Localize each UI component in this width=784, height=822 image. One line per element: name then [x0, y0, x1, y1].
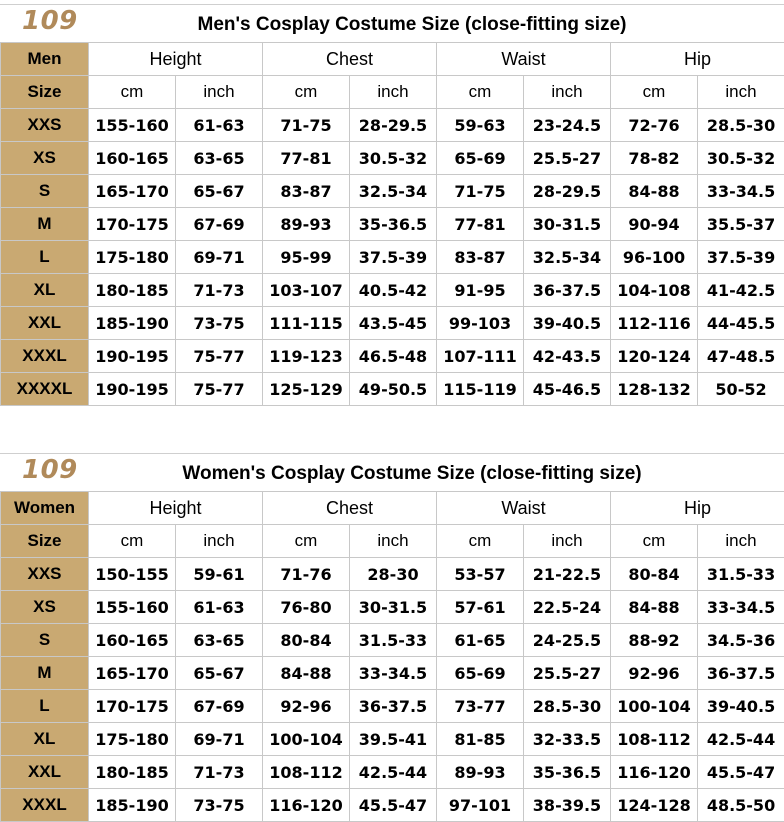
unit-header: cm [611, 76, 698, 109]
measure-cell: 65-67 [176, 175, 263, 208]
measure-cell: 42.5-44 [698, 723, 784, 756]
measure-cell: 100-104 [611, 690, 698, 723]
measure-cell: 63-65 [176, 142, 263, 175]
measure-cell: 45.5-47 [350, 789, 437, 822]
measure-cell: 44-45.5 [698, 307, 784, 340]
measure-cell: 67-69 [176, 690, 263, 723]
measure-cell: 71-75 [263, 109, 350, 142]
measure-cell: 190-195 [89, 373, 176, 406]
measure-cell: 180-185 [89, 756, 176, 789]
table-row [1, 373, 784, 406]
unit-header: cm [89, 525, 176, 558]
measure-cell: 108-112 [611, 723, 698, 756]
measure-cell: 90-94 [611, 208, 698, 241]
measure-cell: 65-69 [437, 657, 524, 690]
size-cell: S [1, 624, 89, 657]
measure-cell: 73-75 [176, 789, 263, 822]
table-row [1, 624, 784, 657]
measure-cell: 42-43.5 [524, 340, 611, 373]
measure-cell: 50-52 [698, 373, 784, 406]
measure-cell: 67-69 [176, 208, 263, 241]
measure-cell: 43.5-45 [350, 307, 437, 340]
size-cell: XXL [1, 307, 89, 340]
measure-cell: 112-116 [611, 307, 698, 340]
measure-cell: 59-63 [437, 109, 524, 142]
measure-cell: 35-36.5 [524, 756, 611, 789]
measure-cell: 65-67 [176, 657, 263, 690]
measure-cell: 32.5-34 [524, 241, 611, 274]
measure-cell: 77-81 [263, 142, 350, 175]
measure-cell: 33-34.5 [698, 175, 784, 208]
size-table [0, 491, 784, 822]
measure-cell: 155-160 [89, 109, 176, 142]
unit-header: inch [350, 76, 437, 109]
measure-cell: 107-111 [437, 340, 524, 373]
unit-header: inch [524, 525, 611, 558]
unit-header: inch [698, 525, 784, 558]
measure-cell: 108-112 [263, 756, 350, 789]
measure-cell: 38-39.5 [524, 789, 611, 822]
measure-cell: 61-63 [176, 591, 263, 624]
measure-cell: 63-65 [176, 624, 263, 657]
measure-cell: 100-104 [263, 723, 350, 756]
chart-title: Women's Cosplay Costume Size (close-fitting size) [182, 463, 642, 484]
measure-cell: 36-37.5 [698, 657, 784, 690]
size-cell: L [1, 241, 89, 274]
size-cell: XXXL [1, 340, 89, 373]
table-row [1, 690, 784, 723]
measure-cell: 119-123 [263, 340, 350, 373]
measure-cell: 170-175 [89, 208, 176, 241]
measure-cell: 53-57 [437, 558, 524, 591]
measure-cell: 37.5-39 [698, 241, 784, 274]
measure-cell: 84-88 [611, 591, 698, 624]
measure-cell: 35.5-37 [698, 208, 784, 241]
size-cell: XL [1, 274, 89, 307]
women-size-chart [0, 453, 784, 822]
size-label: Size [1, 76, 89, 109]
measure-group-header: Waist [437, 492, 611, 525]
table-row [1, 208, 784, 241]
measure-cell: 34.5-36 [698, 624, 784, 657]
measure-cell: 83-87 [263, 175, 350, 208]
brand-logo: 109 [22, 6, 78, 36]
unit-header: cm [263, 525, 350, 558]
size-table [0, 42, 784, 406]
measure-cell: 36-37.5 [524, 274, 611, 307]
chart-title-bar [0, 453, 784, 491]
table-row [1, 789, 784, 822]
men-size-chart [0, 4, 784, 406]
gender-label: Women [1, 492, 89, 525]
measure-cell: 23-24.5 [524, 109, 611, 142]
measure-cell: 24-25.5 [524, 624, 611, 657]
measure-cell: 57-61 [437, 591, 524, 624]
table-row [1, 142, 784, 175]
unit-header: cm [437, 76, 524, 109]
measure-cell: 75-77 [176, 373, 263, 406]
measure-cell: 116-120 [263, 789, 350, 822]
measure-cell: 80-84 [263, 624, 350, 657]
measure-cell: 30.5-32 [698, 142, 784, 175]
measure-cell: 59-61 [176, 558, 263, 591]
measure-cell: 128-132 [611, 373, 698, 406]
unit-row [1, 76, 784, 109]
measure-cell: 28-29.5 [524, 175, 611, 208]
unit-header: inch [350, 525, 437, 558]
measure-cell: 81-85 [437, 723, 524, 756]
header-row [1, 492, 784, 525]
size-cell: XXXXL [1, 373, 89, 406]
measure-cell: 49-50.5 [350, 373, 437, 406]
measure-cell: 32.5-34 [350, 175, 437, 208]
measure-cell: 65-69 [437, 142, 524, 175]
measure-cell: 84-88 [611, 175, 698, 208]
measure-cell: 125-129 [263, 373, 350, 406]
measure-cell: 28-29.5 [350, 109, 437, 142]
measure-cell: 97-101 [437, 789, 524, 822]
measure-cell: 89-93 [263, 208, 350, 241]
measure-cell: 111-115 [263, 307, 350, 340]
measure-cell: 28.5-30 [524, 690, 611, 723]
measure-cell: 71-75 [437, 175, 524, 208]
measure-cell: 30-31.5 [524, 208, 611, 241]
measure-cell: 96-100 [611, 241, 698, 274]
table-row [1, 340, 784, 373]
measure-cell: 71-76 [263, 558, 350, 591]
measure-cell: 160-165 [89, 142, 176, 175]
measure-cell: 37.5-39 [350, 241, 437, 274]
chart-title: Men's Cosplay Costume Size (close-fitting size) [197, 14, 627, 35]
measure-cell: 47-48.5 [698, 340, 784, 373]
measure-cell: 35-36.5 [350, 208, 437, 241]
measure-cell: 78-82 [611, 142, 698, 175]
chart-title-bar [0, 4, 784, 42]
measure-cell: 71-73 [176, 274, 263, 307]
measure-cell: 84-88 [263, 657, 350, 690]
measure-cell: 71-73 [176, 756, 263, 789]
measure-cell: 30-31.5 [350, 591, 437, 624]
size-cell: XS [1, 142, 89, 175]
measure-cell: 73-77 [437, 690, 524, 723]
measure-cell: 28.5-30 [698, 109, 784, 142]
measure-cell: 61-63 [176, 109, 263, 142]
measure-cell: 31.5-33 [350, 624, 437, 657]
measure-cell: 69-71 [176, 241, 263, 274]
measure-cell: 104-108 [611, 274, 698, 307]
measure-cell: 21-22.5 [524, 558, 611, 591]
measure-cell: 165-170 [89, 175, 176, 208]
measure-cell: 72-76 [611, 109, 698, 142]
measure-cell: 30.5-32 [350, 142, 437, 175]
measure-group-header: Chest [263, 492, 437, 525]
measure-cell: 45-46.5 [524, 373, 611, 406]
measure-cell: 25.5-27 [524, 657, 611, 690]
measure-cell: 39-40.5 [698, 690, 784, 723]
measure-cell: 28-30 [350, 558, 437, 591]
measure-cell: 61-65 [437, 624, 524, 657]
measure-cell: 116-120 [611, 756, 698, 789]
table-row [1, 307, 784, 340]
measure-cell: 36-37.5 [350, 690, 437, 723]
measure-cell: 190-195 [89, 340, 176, 373]
measure-cell: 155-160 [89, 591, 176, 624]
size-cell: XXS [1, 109, 89, 142]
measure-cell: 92-96 [611, 657, 698, 690]
table-row [1, 723, 784, 756]
measure-cell: 120-124 [611, 340, 698, 373]
measure-cell: 45.5-47 [698, 756, 784, 789]
unit-header: inch [524, 76, 611, 109]
measure-cell: 39.5-41 [350, 723, 437, 756]
measure-cell: 99-103 [437, 307, 524, 340]
measure-cell: 95-99 [263, 241, 350, 274]
measure-cell: 33-34.5 [698, 591, 784, 624]
unit-header: inch [176, 76, 263, 109]
measure-cell: 83-87 [437, 241, 524, 274]
unit-header: cm [89, 76, 176, 109]
measure-group-header: Hip [611, 492, 784, 525]
measure-cell: 175-180 [89, 723, 176, 756]
measure-cell: 88-92 [611, 624, 698, 657]
measure-cell: 89-93 [437, 756, 524, 789]
size-cell: S [1, 175, 89, 208]
unit-header: inch [176, 525, 263, 558]
measure-cell: 175-180 [89, 241, 176, 274]
table-row [1, 274, 784, 307]
size-cell: XS [1, 591, 89, 624]
measure-cell: 46.5-48 [350, 340, 437, 373]
measure-cell: 165-170 [89, 657, 176, 690]
size-label: Size [1, 525, 89, 558]
measure-cell: 76-80 [263, 591, 350, 624]
measure-cell: 185-190 [89, 307, 176, 340]
measure-cell: 42.5-44 [350, 756, 437, 789]
measure-cell: 180-185 [89, 274, 176, 307]
size-cell: XXS [1, 558, 89, 591]
table-row [1, 657, 784, 690]
measure-group-header: Waist [437, 43, 611, 76]
measure-cell: 73-75 [176, 307, 263, 340]
table-row [1, 756, 784, 789]
brand-logo: 109 [22, 455, 78, 485]
header-row [1, 43, 784, 76]
measure-cell: 103-107 [263, 274, 350, 307]
measure-cell: 92-96 [263, 690, 350, 723]
size-cell: M [1, 657, 89, 690]
measure-cell: 115-119 [437, 373, 524, 406]
unit-header: cm [611, 525, 698, 558]
unit-row [1, 525, 784, 558]
measure-cell: 80-84 [611, 558, 698, 591]
measure-cell: 48.5-50 [698, 789, 784, 822]
measure-group-header: Height [89, 43, 263, 76]
table-row [1, 109, 784, 142]
measure-cell: 170-175 [89, 690, 176, 723]
gender-label: Men [1, 43, 89, 76]
measure-cell: 22.5-24 [524, 591, 611, 624]
measure-cell: 33-34.5 [350, 657, 437, 690]
measure-cell: 150-155 [89, 558, 176, 591]
size-cell: M [1, 208, 89, 241]
size-cell: XL [1, 723, 89, 756]
size-cell: L [1, 690, 89, 723]
measure-cell: 185-190 [89, 789, 176, 822]
measure-cell: 32-33.5 [524, 723, 611, 756]
measure-cell: 160-165 [89, 624, 176, 657]
measure-cell: 40.5-42 [350, 274, 437, 307]
unit-header: cm [437, 525, 524, 558]
measure-cell: 91-95 [437, 274, 524, 307]
unit-header: cm [263, 76, 350, 109]
measure-group-header: Chest [263, 43, 437, 76]
size-cell: XXXL [1, 789, 89, 822]
measure-cell: 75-77 [176, 340, 263, 373]
measure-cell: 25.5-27 [524, 142, 611, 175]
table-row [1, 591, 784, 624]
measure-group-header: Hip [611, 43, 784, 76]
measure-cell: 39-40.5 [524, 307, 611, 340]
size-cell: XXL [1, 756, 89, 789]
table-row [1, 175, 784, 208]
measure-cell: 69-71 [176, 723, 263, 756]
measure-cell: 124-128 [611, 789, 698, 822]
measure-cell: 31.5-33 [698, 558, 784, 591]
unit-header: inch [698, 76, 784, 109]
measure-cell: 41-42.5 [698, 274, 784, 307]
measure-cell: 77-81 [437, 208, 524, 241]
table-row [1, 241, 784, 274]
measure-group-header: Height [89, 492, 263, 525]
table-row [1, 558, 784, 591]
